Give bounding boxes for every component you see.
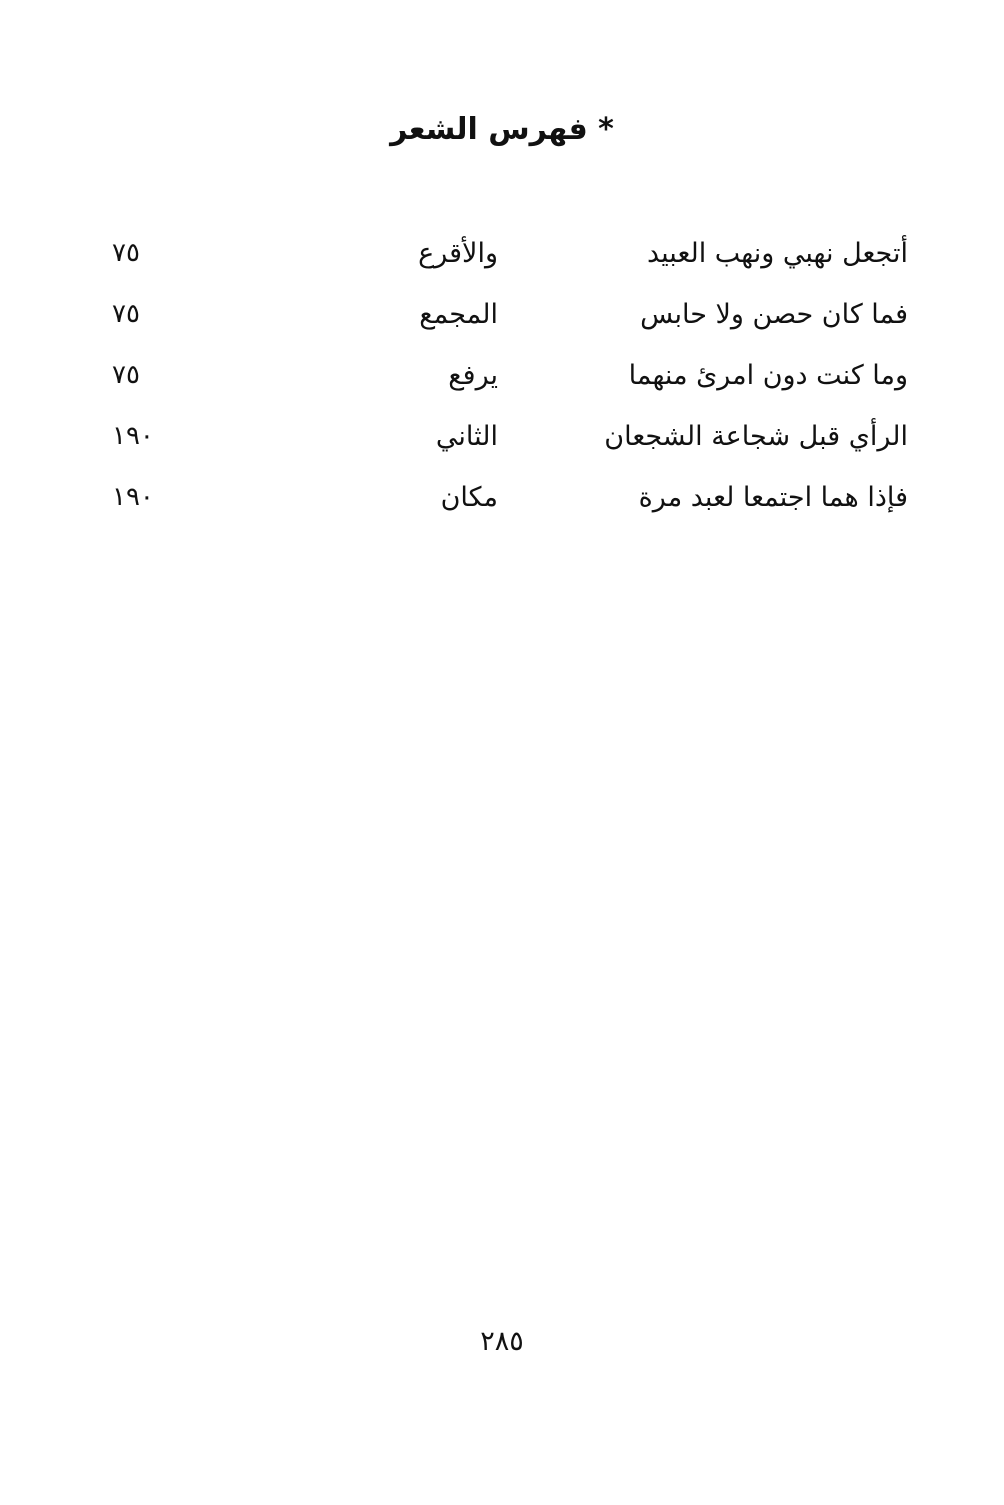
verse-first-line: فما كان حصن ولا حابس bbox=[640, 299, 908, 330]
verse-first-line: الرأي قبل شجاعة الشجعان bbox=[604, 421, 908, 452]
verse-rhyme-word: يرفع bbox=[448, 360, 498, 391]
index-entry bbox=[0, 421, 1004, 482]
verse-rhyme-word: مكان bbox=[440, 482, 498, 513]
verse-page-reference: ٧٥ bbox=[112, 360, 140, 390]
verse-page-reference: ١٩٠ bbox=[112, 482, 154, 512]
verse-page-reference: ١٩٠ bbox=[112, 421, 154, 451]
index-entry bbox=[0, 360, 1004, 421]
verse-rhyme-word: المجمع bbox=[419, 299, 498, 330]
poetry-index-list bbox=[0, 238, 1004, 543]
index-entry bbox=[0, 299, 1004, 360]
verse-rhyme-word: والأقرع bbox=[418, 238, 498, 269]
verse-rhyme-word: الثاني bbox=[435, 421, 498, 452]
verse-first-line: فإذا هما اجتمعا لعبد مرة bbox=[638, 482, 908, 513]
index-entry bbox=[0, 482, 1004, 543]
verse-first-line: أتجعل نهبي ونهب العبيد bbox=[646, 238, 908, 269]
index-entry bbox=[0, 238, 1004, 299]
verse-page-reference: ٧٥ bbox=[112, 299, 140, 329]
page-number: ٢٨٥ bbox=[480, 1326, 524, 1357]
page-title: * فهرس الشعر bbox=[390, 112, 614, 147]
verse-page-reference: ٧٥ bbox=[112, 238, 140, 268]
verse-first-line: وما كنت دون امرئ منهما bbox=[628, 360, 908, 391]
